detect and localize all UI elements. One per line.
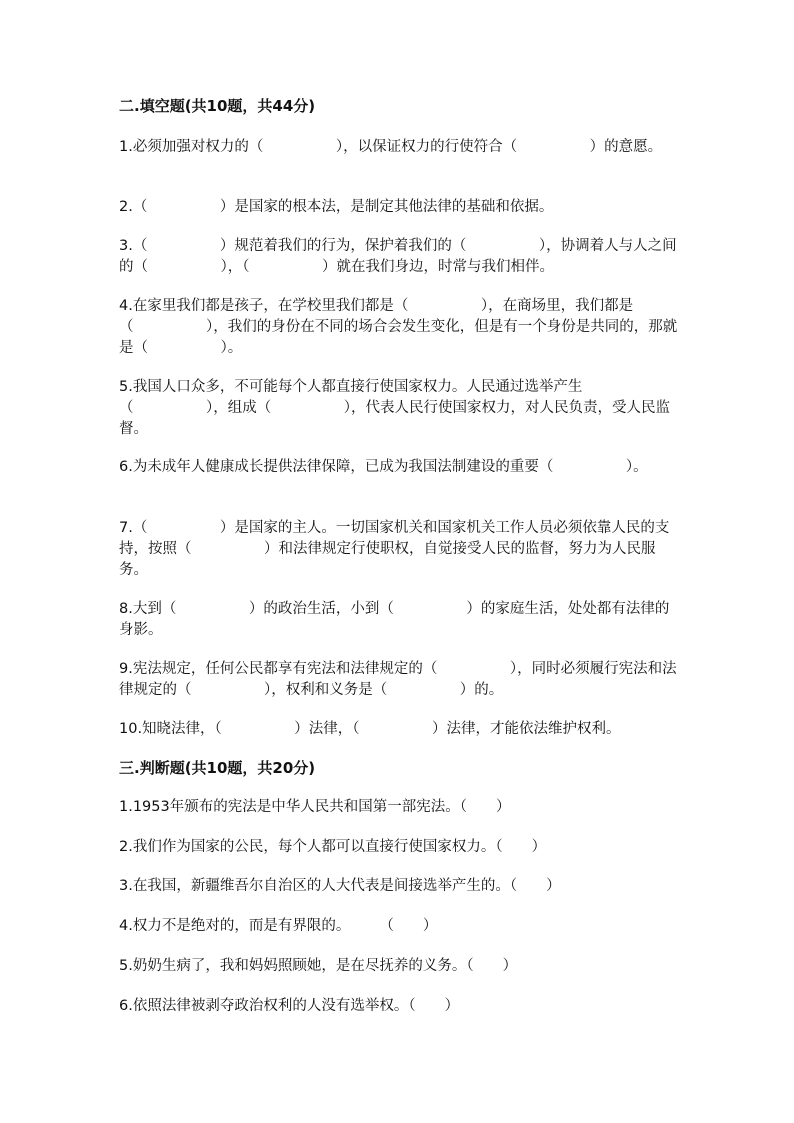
judge-question-5: 5.奶奶生病了，我和妈妈照顾她，是在尽抚养的义务。（ ） xyxy=(119,958,518,974)
fill-question-6: 6.为未成年人健康成长提供法律保障，已成为我国法制建设的重要（ ）。 xyxy=(119,459,648,475)
fill-question-2: 2.（ ）是国家的根本法，是制定其他法律的基础和依据。 xyxy=(119,199,554,215)
fill-question-10: 10.知晓法律，（ ）法律，（ ）法律，才能依法维护权利。 xyxy=(119,721,621,737)
fill-question-7: 7.（ ）是国家的主人。一切国家机关和国家机关工作人员必须依靠人民的支持，按照（ ）和法律规定行使职权，自觉接受人民的监督，努力为人民服务。 xyxy=(119,520,670,578)
fill-question-5: 5.我国人口众多，不可能每个人都直接行使国家权力。人民通过选举产生（ ），组成（ ），代表人民行使国家权力，对人民负责，受人民监督。 xyxy=(119,379,670,437)
fill-question-3: 3.（ ）规范着我们的行为，保护着我们的（ ），协调着人与人之间的（ ），（ ）就在我们身边，时常与我们相伴。 xyxy=(119,238,677,275)
judge-question-6: 6.依照法律被剥夺政治权利的人没有选举权。（ ） xyxy=(119,998,460,1014)
judge-question-1: 1.1953年颁布的宪法是中华人民共和国第一部宪法。（ ） xyxy=(119,799,511,815)
fill-question-8: 8.大到（ ）的政治生活，小到（ ）的家庭生活，处处都有法律的身影。 xyxy=(119,601,670,638)
section-title-fill-blank: 二.填空题(共10题，共44分) xyxy=(119,97,316,115)
fill-question-1: 1.必须加强对权力的（ ），以保证权力的行使符合（ ）的意愿。 xyxy=(119,139,663,155)
judge-question-2: 2.我们作为国家的公民，每个人都可以直接行使国家权力。（ ） xyxy=(119,839,547,855)
fill-question-9: 9.宪法规定，任何公民都享有宪法和法律规定的（ ），同时必须履行宪法和法律规定的（ ），权利和义务是（ ）的。 xyxy=(119,661,677,698)
judge-question-4: 4.权力不是绝对的，而是有界限的。 （ ） xyxy=(119,918,438,934)
judge-question-3: 3.在我国，新疆维吾尔自治区的人大代表是间接选举产生的。（ ） xyxy=(119,878,561,894)
fill-question-4: 4.在家里我们都是孩子，在学校里我们都是（ ），在商场里，我们都是（ ），我们的身份在不同的场合会发生变化，但是有一个身份是共同的，那就是（ ）。 xyxy=(119,298,678,356)
section-title-true-false: 三.判断题(共10题，共20分) xyxy=(119,759,316,777)
